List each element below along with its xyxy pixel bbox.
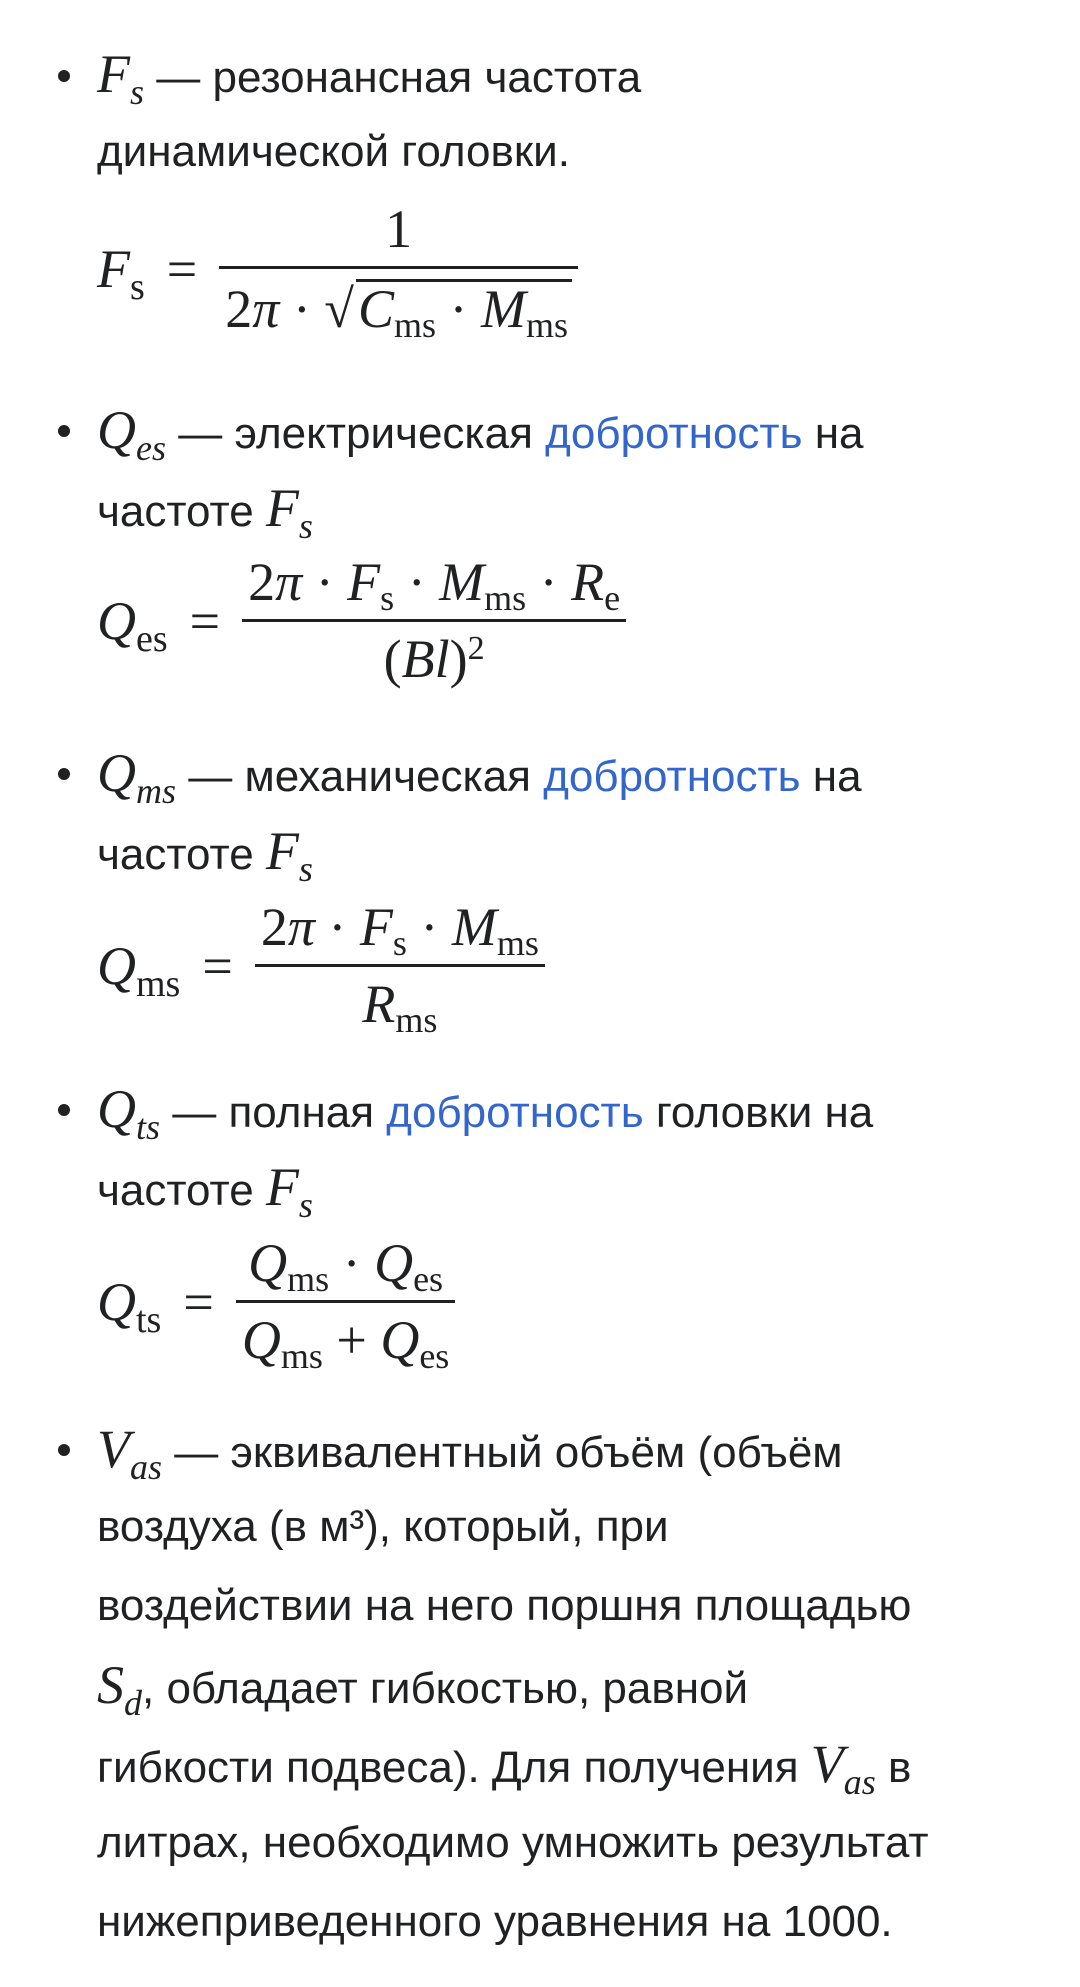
- bullet: [58, 1444, 70, 1456]
- item-text-line: $Q_{es}$ — электрическая добротность на: [97, 400, 864, 468]
- math-symbol: $F_s$: [97, 44, 145, 112]
- formula-qts: $Q_{ts}$ = $\frac{Q_{ms} \cdot Q_{es}}{Q_{ms} + Q_{es}}$: [97, 1236, 455, 1367]
- formula-lhs: $Q_{es}$: [97, 590, 168, 660]
- item-text-line: частоте $F_s$: [97, 478, 313, 546]
- bullet: [58, 70, 70, 82]
- formula-denominator: $(Bl)^2$: [383, 629, 485, 689]
- item-text-line: частоте $F_s$: [97, 821, 313, 889]
- formula-lhs: $Q_{ts}$: [97, 1271, 162, 1341]
- math-symbol: $V_{as}$: [97, 1419, 163, 1487]
- formula-numerator: $2\pi \cdot F_s \cdot M_{ms}$: [260, 897, 539, 963]
- item-text-line: воздействии на него поршня площадью: [97, 1581, 912, 1630]
- item-text-line: $Q_{ms}$ — механическая добротность на: [97, 743, 862, 811]
- formula-fraction: [242, 552, 626, 689]
- bullet: [58, 1104, 70, 1116]
- formula-numerator: $Q_{ms} \cdot Q_{es}$: [248, 1233, 444, 1299]
- math-symbol: $Q_{es}$: [97, 400, 166, 468]
- bullet: [58, 425, 70, 437]
- link-dobrotnost[interactable]: добротность: [386, 1088, 644, 1137]
- item-text-line: нижеприведенного уравнения на 1000.: [97, 1897, 893, 1946]
- link-dobrotnost[interactable]: добротность: [545, 409, 803, 458]
- item-text-line: гибкости подвеса). Для получения $V_{as}$ в: [97, 1734, 912, 1802]
- formula-lhs: $F_s$: [97, 239, 145, 308]
- formula-lhs: $Q_{ms}$: [97, 935, 181, 1005]
- formula-fraction: [255, 897, 545, 1040]
- formula-fraction: [236, 1233, 455, 1376]
- formula-numerator: 1: [385, 199, 413, 259]
- formula-fraction: [219, 199, 578, 345]
- math-symbol: $Q_{ts}$: [97, 1079, 161, 1147]
- item-text-line: частоте $F_s$: [97, 1157, 313, 1225]
- math-symbol: $Q_{ms}$: [97, 743, 177, 811]
- link-dobrotnost[interactable]: добротность: [543, 752, 801, 801]
- formula-denominator: $Q_{ms} + Q_{es}$: [241, 1310, 450, 1376]
- item-text-line: воздуха (в м³), который, при: [97, 1502, 669, 1551]
- item-text-line: динамической головки.: [97, 127, 570, 176]
- formula-denominator: $2\pi \cdot √C_{ms} \cdot M_{ms}$: [219, 269, 578, 336]
- item-text-line: $S_d$, обладает гибкостью, равной: [97, 1655, 749, 1723]
- formula-qms: $Q_{ms}$ = $\frac{2\pi \cdot F_s \cdot M_{ms}}{R_{ms}}$: [97, 900, 545, 1031]
- item-text-line: $F_s$ — резонансная частота: [97, 44, 642, 112]
- item-text-line: литрах, необходимо умножить результат: [97, 1818, 929, 1867]
- formula-qes: $Q_{es}$ = $\frac{2\pi \cdot F_s \cdot M_{ms} \cdot R_e}{(Bl)^2}$: [97, 555, 626, 686]
- item-text-line: $V_{as}$ — эквивалентный объём (объём: [97, 1419, 843, 1487]
- math-symbol: $S_d$: [97, 1655, 142, 1723]
- bullet: [58, 768, 70, 780]
- formula-numerator: $2\pi \cdot F_s \cdot M_{ms} \cdot R_e$: [248, 552, 621, 618]
- formula-denominator: $R_{ms}$: [362, 974, 438, 1040]
- formula-fs: $F_s$ = $\frac{1}{2\pi \cdot √C_{ms} \cdot M_{ms}}$: [97, 202, 578, 336]
- item-text-line: $Q_{ts}$ — полная добротность головки на: [97, 1079, 874, 1147]
